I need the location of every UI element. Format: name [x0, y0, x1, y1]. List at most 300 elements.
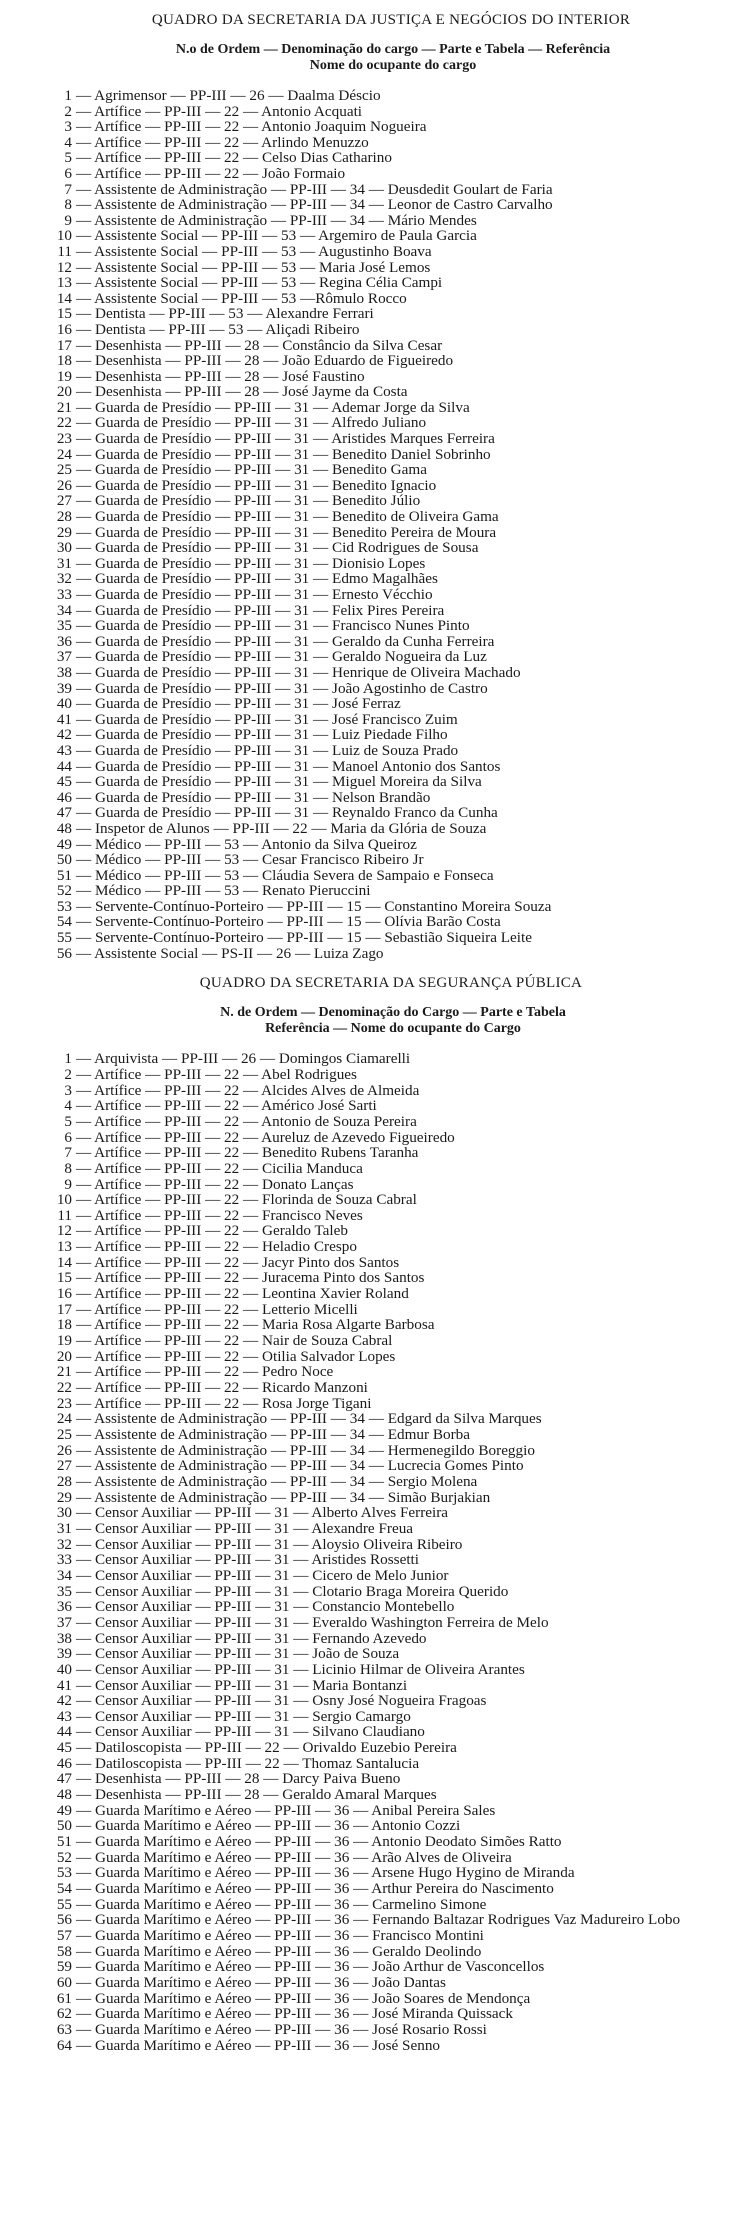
list-item — [40, 1724, 732, 1740]
list-item — [40, 1067, 732, 1083]
list-item — [40, 291, 732, 307]
entry-text: — Artífice — PP-III — 22 — Abel Rodrigues — [76, 1065, 357, 1083]
entry-text: — Assistente de Administração — PP-III — 34 — Mário Mendes — [76, 211, 477, 229]
list-item — [40, 1568, 732, 1584]
order-number: 42 — [56, 1692, 72, 1710]
order-number: 29 — [56, 1488, 72, 1506]
list-item — [40, 1051, 732, 1067]
list-item — [40, 1991, 732, 2007]
list-item — [40, 1803, 732, 1819]
list-item — [40, 1208, 732, 1224]
list-item — [40, 322, 732, 338]
list-item — [40, 1083, 732, 1099]
list-item — [40, 1286, 732, 1302]
order-number: 1 — [64, 1050, 72, 1068]
column-header — [40, 42, 732, 74]
order-number: 51 — [56, 866, 72, 884]
list-item — [40, 150, 732, 166]
entry-text: — Censor Auxiliar — PP-III — 31 — Silvano Claudiano — [76, 1723, 425, 1741]
order-number: 55 — [56, 1895, 72, 1913]
list-item — [40, 1396, 732, 1412]
order-number: 49 — [56, 1801, 72, 1819]
column-header-line-2: Nome do ocupante do cargo — [309, 58, 477, 73]
entry-text: — Médico — PP-III — 53 — Cláudia Severa de Sampaio e Fonseca — [76, 866, 494, 884]
list-item — [40, 1615, 732, 1631]
list-item — [40, 556, 732, 572]
entry-text: — Guarda de Presídio — PP-III — 31 — Ademar Jorge da Silva — [76, 398, 470, 416]
order-number: 62 — [56, 2005, 72, 2023]
order-number: 22 — [56, 414, 72, 432]
order-number: 52 — [56, 1848, 72, 1866]
order-number: 13 — [56, 1238, 72, 1256]
entry-text: — Dentista — PP-III — 53 — Alexandre Ferrari — [76, 305, 374, 323]
order-number: 25 — [56, 1426, 72, 1443]
entry-text: — Guarda de Presídio — PP-III — 31 — Geraldo Nogueira da Luz — [76, 648, 487, 666]
order-number: 7 — [64, 1144, 72, 1162]
list-item — [40, 805, 732, 821]
list-item — [40, 1787, 732, 1803]
order-number: 15 — [56, 1269, 72, 1287]
order-number: 40 — [56, 1660, 72, 1678]
order-number: 58 — [56, 1942, 72, 1960]
order-number: 39 — [56, 1645, 72, 1663]
entry-text: — Guarda de Presídio — PP-III — 31 — João Agostinho de Castro — [76, 679, 488, 697]
column-header-line-1: N. de Ordem — Denominação do Cargo — Parte e Tabela — [220, 1005, 566, 1021]
order-number: 16 — [56, 1285, 72, 1303]
list-item — [40, 852, 732, 868]
entry-text: — Agrimensor — PP-III — 26 — Daalma Déscio — [76, 87, 381, 104]
entry-list — [40, 88, 732, 961]
list-item — [40, 1223, 732, 1239]
entry-text: — Artífice — PP-III — 22 — Rosa Jorge Tigani — [76, 1394, 372, 1412]
order-number: 49 — [56, 835, 72, 853]
entry-text: — Guarda de Presídio — PP-III — 31 — Felix Pires Pereira — [76, 601, 445, 619]
list-item — [40, 1302, 732, 1318]
entry-text: — Guarda Marítimo e Aéreo — PP-III — 36 — José Miranda Quissack — [76, 2005, 513, 2023]
list-item — [40, 1317, 732, 1333]
order-number: 22 — [56, 1379, 72, 1397]
entry-text: — Artífice — PP-III — 22 — Américo José Sarti — [76, 1097, 377, 1115]
order-number: 34 — [56, 1566, 72, 1584]
entry-text: — Artífice — PP-III — 22 — Ricardo Manzoni — [76, 1379, 368, 1397]
list-item — [40, 603, 732, 619]
entry-text: — Assistente de Administração — PP-III — 34 — Leonor de Castro Carvalho — [76, 196, 553, 214]
order-number: 1 — [64, 87, 72, 104]
order-number: 27 — [56, 492, 72, 510]
entry-text: — Guarda de Presídio — PP-III — 31 — Cid Rodrigues de Sousa — [76, 539, 479, 557]
list-item — [40, 634, 732, 650]
list-item — [40, 493, 732, 509]
list-item — [40, 1239, 732, 1255]
list-item — [40, 1505, 732, 1521]
list-item — [40, 1098, 732, 1114]
list-item — [40, 1349, 732, 1365]
entry-text: — Desenhista — PP-III — 28 — Darcy Paiva Bueno — [76, 1770, 401, 1788]
order-number: 24 — [56, 445, 72, 463]
list-item — [40, 197, 732, 213]
order-number: 10 — [56, 227, 72, 245]
list-item — [40, 1474, 732, 1490]
list-item — [40, 1944, 732, 1960]
list-item — [40, 260, 732, 276]
entry-text: — Artífice — PP-III — 22 — Donato Lanças — [76, 1175, 354, 1193]
list-item — [40, 540, 732, 556]
order-number: 34 — [56, 601, 72, 619]
list-item — [40, 759, 732, 775]
entry-text: — Censor Auxiliar — PP-III — 31 — Cicero de Melo Junior — [76, 1566, 449, 1584]
order-number: 51 — [56, 1833, 72, 1851]
entry-text: — Guarda Marítimo e Aéreo — PP-III — 36 — Geraldo Deolindo — [76, 1942, 482, 1960]
entry-text: — Médico — PP-III — 53 — Renato Pieruccini — [76, 882, 371, 900]
order-number: 23 — [56, 1394, 72, 1412]
order-number: 30 — [56, 1504, 72, 1522]
order-number: 54 — [56, 1880, 72, 1898]
order-number: 39 — [56, 679, 72, 697]
list-item — [40, 1865, 732, 1881]
list-item — [40, 930, 732, 946]
order-number: 44 — [56, 1723, 72, 1741]
order-number: 61 — [56, 1989, 72, 2007]
list-item — [40, 696, 732, 712]
entry-text: — Guarda de Presídio — PP-III — 31 — Benedito Gama — [76, 461, 427, 479]
order-number: 59 — [56, 1958, 72, 1976]
order-number: 60 — [56, 1973, 72, 1991]
entry-text: — Guarda de Presídio — PP-III — 31 — Alfredo Juliano — [76, 414, 427, 432]
list-item — [40, 1881, 732, 1897]
list-item — [40, 1756, 732, 1772]
order-number: 23 — [56, 430, 72, 448]
order-number: 18 — [56, 352, 72, 370]
order-number: 15 — [56, 305, 72, 323]
order-number: 53 — [56, 1864, 72, 1882]
order-number: 5 — [64, 1112, 72, 1130]
order-number: 29 — [56, 523, 72, 541]
entry-text: — Artífice — PP-III — 22 — Pedro Noce — [76, 1363, 334, 1381]
entry-text: — Assistente de Administração — PP-III — 34 — Hermenegildo Boreggio — [76, 1441, 535, 1459]
entry-text: — Censor Auxiliar — PP-III — 31 — Everaldo Washington Ferreira de Melo — [76, 1613, 549, 1631]
order-number: 32 — [56, 1535, 72, 1553]
order-number: 21 — [56, 1363, 72, 1381]
entry-text: — Guarda Marítimo e Aéreo — PP-III — 36 — João Soares de Mendonça — [76, 1989, 531, 2007]
list-item — [40, 1192, 732, 1208]
entry-text: — Guarda Marítimo e Aéreo — PP-III — 36 — Arão Alves de Oliveira — [76, 1848, 512, 1866]
entry-text: — Assistente de Administração — PP-III — 34 — Deusdedit Goulart de Faria — [76, 180, 553, 198]
order-number: 14 — [56, 1253, 72, 1271]
list-item — [40, 1161, 732, 1177]
entry-text: — Datiloscopista — PP-III — 22 — Thomaz Santalucia — [76, 1754, 420, 1772]
list-item — [40, 1678, 732, 1694]
entry-text: — Guarda de Presídio — PP-III — 31 — Luiz de Souza Prado — [76, 741, 459, 759]
list-item — [40, 727, 732, 743]
list-item — [40, 1411, 732, 1427]
entry-text: — Guarda de Presídio — PP-III — 31 — Miguel Moreira da Silva — [76, 773, 482, 791]
entry-text: — Guarda Marítimo e Aéreo — PP-III — 36 — José Senno — [76, 2036, 441, 2054]
order-number: 16 — [56, 320, 72, 338]
list-item — [40, 1584, 732, 1600]
list-item — [40, 1177, 732, 1193]
order-number: 42 — [56, 726, 72, 744]
list-item — [40, 774, 732, 790]
entry-text: — Censor Auxiliar — PP-III — 31 — Licinio Hilmar de Oliveira Arantes — [76, 1660, 525, 1678]
section-seguranca — [40, 973, 732, 2053]
order-number: 26 — [56, 1441, 72, 1459]
list-item — [40, 681, 732, 697]
entry-text: — Guarda de Presídio — PP-III — 31 — Manoel Antonio dos Santos — [76, 757, 501, 775]
list-item — [40, 119, 732, 135]
entry-text: — Assistente Social — PP-III — 53 — Regina Célia Campi — [76, 274, 443, 292]
order-number: 33 — [56, 1551, 72, 1569]
list-item — [40, 1114, 732, 1130]
order-number: 56 — [56, 944, 72, 962]
entry-text: — Assistente Social — PP-III — 53 — Argemiro de Paula Garcia — [76, 227, 477, 245]
entry-text: — Artífice — PP-III — 22 — Benedito Rubens Taranha — [76, 1144, 419, 1162]
list-item — [40, 228, 732, 244]
list-item — [40, 1145, 732, 1161]
order-number: 19 — [56, 1332, 72, 1350]
entry-text: — Guarda de Presídio — PP-III — 31 — Henrique de Oliveira Machado — [76, 663, 521, 681]
order-number: 54 — [56, 913, 72, 931]
entry-text: — Desenhista — PP-III — 28 — José Jayme da Costa — [76, 383, 408, 401]
entry-text: — Guarda Marítimo e Aéreo — PP-III — 36 — Carmelino Simone — [76, 1895, 487, 1913]
order-number: 11 — [57, 242, 72, 260]
entry-text: — Dentista — PP-III — 53 — Aliçadi Ribeiro — [76, 320, 360, 338]
list-item — [40, 462, 732, 478]
order-number: 46 — [56, 1754, 72, 1772]
list-item — [40, 2038, 732, 2054]
list-item — [40, 587, 732, 603]
order-number: 64 — [56, 2036, 72, 2054]
order-number: 37 — [56, 1613, 72, 1631]
order-number: 13 — [56, 274, 72, 292]
entry-text: — Artífice — PP-III — 22 — Francisco Neves — [76, 1206, 363, 1224]
order-number: 45 — [56, 1739, 72, 1757]
list-item — [40, 1771, 732, 1787]
list-item — [40, 135, 732, 151]
order-number: 27 — [56, 1457, 72, 1475]
list-item — [40, 1255, 732, 1271]
list-item — [40, 1897, 732, 1913]
order-number: 48 — [56, 1786, 72, 1804]
order-number: 40 — [56, 695, 72, 713]
entry-text: — Artífice — PP-III — 22 — Antonio de Souza Pereira — [76, 1112, 417, 1130]
order-number: 41 — [56, 1676, 72, 1694]
entry-text: — Censor Auxiliar — PP-III — 31 — Aristides Rossetti — [76, 1551, 419, 1569]
entry-text: — Guarda Marítimo e Aéreo — PP-III — 36 — José Rosario Rossi — [76, 2020, 487, 2038]
entry-text: — Censor Auxiliar — PP-III — 31 — João de Souza — [76, 1645, 400, 1663]
entry-text: — Artífice — PP-III — 22 — Otilia Salvador Lopes — [76, 1347, 396, 1365]
entry-text: — Guarda de Presídio — PP-III — 31 — Edmo Magalhães — [76, 570, 438, 588]
entry-text: — Assistente de Administração — PP-III — 34 — Simão Burjakian — [76, 1488, 491, 1506]
entry-text: — Desenhista — PP-III — 28 — Constâncio da Silva Cesar — [76, 336, 443, 354]
entry-text: — Censor Auxiliar — PP-III — 31 — Sergio Camargo — [76, 1707, 411, 1725]
entry-text: — Guarda Marítimo e Aéreo — PP-III — 36 — Antonio Cozzi — [76, 1817, 461, 1835]
entry-text: — Artífice — PP-III — 22 — Florinda de Souza Cabral — [76, 1191, 417, 1209]
entry-text: — Datiloscopista — PP-III — 22 — Orivaldo Euzebio Pereira — [76, 1739, 457, 1757]
order-number: 35 — [56, 1582, 72, 1600]
entry-text: — Artífice — PP-III — 22 — Juracema Pinto dos Santos — [76, 1269, 425, 1287]
entry-text: — Guarda de Presídio — PP-III — 31 — Dionisio Lopes — [76, 554, 426, 572]
entry-text: — Assistente de Administração — PP-III — 34 — Sergio Molena — [76, 1472, 478, 1490]
order-number: 20 — [56, 1347, 72, 1365]
order-number: 8 — [64, 1159, 72, 1177]
entry-list — [40, 1051, 732, 2053]
entry-text: — Censor Auxiliar — PP-III — 31 — Maria Bontanzi — [76, 1676, 408, 1694]
list-item — [40, 1130, 732, 1146]
entry-text: — Guarda de Presídio — PP-III — 31 — José Francisco Zuim — [76, 710, 458, 728]
entry-text: — Artífice — PP-III — 22 — Jacyr Pinto dos Santos — [76, 1253, 400, 1271]
entry-text: — Censor Auxiliar — PP-III — 31 — Clotario Braga Moreira Querido — [76, 1582, 509, 1600]
order-number: 43 — [56, 1707, 72, 1725]
order-number: 38 — [56, 663, 72, 681]
column-header-line-1: N.o de Ordem — Denominação do cargo — Parte e Tabela — Referência — [175, 42, 611, 57]
list-item — [40, 821, 732, 837]
entry-text: — Assistente de Administração — PP-III — 34 — Lucrecia Gomes Pinto — [76, 1457, 524, 1475]
list-item — [40, 1709, 732, 1725]
entry-text: — Artífice — PP-III — 22 — João Formaio — [76, 164, 346, 182]
list-item — [40, 571, 732, 587]
list-item — [40, 525, 732, 541]
entry-text: — Censor Auxiliar — PP-III — 31 — Alexandre Freua — [76, 1519, 414, 1537]
order-number: 6 — [64, 164, 72, 182]
order-number: 9 — [64, 1175, 72, 1193]
order-number: 2 — [64, 1065, 72, 1083]
order-number: 26 — [56, 476, 72, 494]
entry-text: — Assistente de Administração — PP-III — 34 — Edmur Borba — [76, 1426, 470, 1443]
list-item — [40, 415, 732, 431]
entry-text: — Guarda Marítimo e Aéreo — PP-III — 36 — Anibal Pereira Sales — [76, 1801, 496, 1819]
list-item — [40, 447, 732, 463]
order-number: 43 — [56, 741, 72, 759]
order-number: 25 — [56, 461, 72, 479]
list-item — [40, 665, 732, 681]
list-item — [40, 1928, 732, 1944]
entry-text: — Guarda de Presídio — PP-III — 31 — Geraldo da Cunha Ferreira — [76, 632, 495, 650]
order-number: 41 — [56, 710, 72, 728]
entry-text: — Desenhista — PP-III — 28 — José Faustino — [76, 367, 365, 385]
list-item — [40, 104, 732, 120]
section-justica — [40, 10, 732, 961]
order-number: 3 — [64, 1081, 72, 1099]
entry-text: — Inspetor de Alunos — PP-III — 22 — Maria da Glória de Souza — [76, 819, 487, 837]
entry-text: — Artífice — PP-III — 22 — Celso Dias Catharino — [76, 149, 392, 167]
list-item — [40, 1552, 732, 1568]
list-item — [40, 244, 732, 260]
order-number: 9 — [64, 211, 72, 229]
list-item — [40, 1427, 732, 1443]
order-number: 52 — [56, 882, 72, 900]
order-number: 10 — [56, 1191, 72, 1209]
entry-text: — Artífice — PP-III — 22 — Maria Rosa Algarte Barbosa — [76, 1316, 435, 1334]
order-number: 6 — [64, 1128, 72, 1146]
order-number: 53 — [56, 897, 72, 915]
entry-text: — Servente-Contínuo-Porteiro — PP-III — 15 — Constantino Moreira Souza — [76, 897, 552, 915]
list-item — [40, 1959, 732, 1975]
order-number: 38 — [56, 1629, 72, 1647]
order-number: 63 — [56, 2020, 72, 2038]
list-item — [40, 899, 732, 915]
order-number: 36 — [56, 632, 72, 650]
entry-text: — Censor Auxiliar — PP-III — 31 — Alberto Alves Ferreira — [76, 1504, 449, 1522]
entry-text: — Assistente Social — PP-III — 53 — Augustinho Boava — [76, 242, 432, 260]
entry-text: — Guarda Marítimo e Aéreo — PP-III — 36 — João Arthur de Vasconcellos — [76, 1958, 545, 1976]
entry-text: — Artífice — PP-III — 22 — Alcides Alves de Almeida — [76, 1081, 420, 1099]
list-item — [40, 1333, 732, 1349]
list-item — [40, 712, 732, 728]
order-number: 7 — [64, 180, 72, 198]
list-item — [40, 649, 732, 665]
list-item — [40, 400, 732, 416]
list-item — [40, 790, 732, 806]
entry-text: — Censor Auxiliar — PP-III — 31 — Osny José Nogueira Fragoas — [76, 1692, 487, 1710]
column-header-line-2: Referência — Nome do ocupante do Cargo — [265, 1021, 521, 1037]
entry-text: — Censor Auxiliar — PP-III — 31 — Aloysio Oliveira Ribeiro — [76, 1535, 463, 1553]
list-item — [40, 431, 732, 447]
list-item — [40, 2006, 732, 2022]
order-number: 2 — [64, 102, 72, 120]
entry-text: — Guarda de Presídio — PP-III — 31 — Francisco Nunes Pinto — [76, 617, 470, 635]
entry-text: — Artífice — PP-III — 22 — Nair de Souza Cabral — [76, 1332, 393, 1350]
entry-text: — Guarda Marítimo e Aéreo — PP-III — 36 — Fernando Baltazar Rodrigues Vaz Madureiro Lobo — [76, 1911, 681, 1929]
list-item — [40, 88, 732, 104]
entry-text: — Censor Auxiliar — PP-III — 31 — Constancio Montebello — [76, 1598, 455, 1616]
list-item — [40, 213, 732, 229]
list-item — [40, 369, 732, 385]
list-item — [40, 478, 732, 494]
order-number: 55 — [56, 929, 72, 947]
entry-text: — Artífice — PP-III — 22 — Heladio Crespo — [76, 1238, 357, 1256]
order-number: 14 — [56, 289, 72, 307]
list-item — [40, 509, 732, 525]
order-number: 28 — [56, 1472, 72, 1490]
order-number: 18 — [56, 1316, 72, 1334]
order-number: 5 — [64, 149, 72, 167]
list-item — [40, 1975, 732, 1991]
order-number: 3 — [64, 118, 72, 136]
entry-text: — Servente-Contínuo-Porteiro — PP-III — 15 — Sebastião Siqueira Leite — [76, 929, 532, 947]
entry-text: — Guarda de Presídio — PP-III — 31 — Benedito Daniel Sobrinho — [76, 445, 491, 463]
entry-text: — Guarda de Presídio — PP-III — 31 — Aristides Marques Ferreira — [76, 430, 495, 448]
order-number: 57 — [56, 1927, 72, 1944]
entry-text: — Arquivista — PP-III — 26 — Domingos Ciamarelli — [76, 1050, 411, 1068]
order-number: 47 — [56, 1770, 72, 1788]
order-number: 48 — [56, 819, 72, 837]
list-item — [40, 166, 732, 182]
list-item — [40, 1443, 732, 1459]
entry-text: — Artífice — PP-III — 22 — Leontina Xavier Roland — [76, 1285, 409, 1303]
list-item — [40, 275, 732, 291]
entry-text: — Assistente Social — PP-III — 53 — Maria José Lemos — [76, 258, 431, 276]
order-number: 35 — [56, 617, 72, 635]
entry-text: — Artífice — PP-III — 22 — Antonio Acquati — [76, 102, 363, 120]
entry-text: — Artífice — PP-III — 22 — Antonio Joaquim Nogueira — [76, 118, 427, 136]
order-number: 4 — [64, 133, 72, 151]
order-number: 31 — [56, 1519, 72, 1537]
order-number: 20 — [56, 383, 72, 401]
list-item — [40, 1818, 732, 1834]
entry-text: — Guarda de Presídio — PP-III — 31 — Benedito Ignacio — [76, 476, 437, 494]
list-item — [40, 1850, 732, 1866]
list-item — [40, 353, 732, 369]
order-number: 32 — [56, 570, 72, 588]
order-number: 33 — [56, 586, 72, 603]
order-number: 46 — [56, 788, 72, 806]
order-number: 47 — [56, 804, 72, 822]
list-item — [40, 384, 732, 400]
list-item — [40, 1521, 732, 1537]
order-number: 56 — [56, 1911, 72, 1929]
order-number: 12 — [56, 1222, 72, 1240]
entry-text: — Guarda de Presídio — PP-III — 31 — Ernesto Vécchio — [76, 586, 433, 603]
